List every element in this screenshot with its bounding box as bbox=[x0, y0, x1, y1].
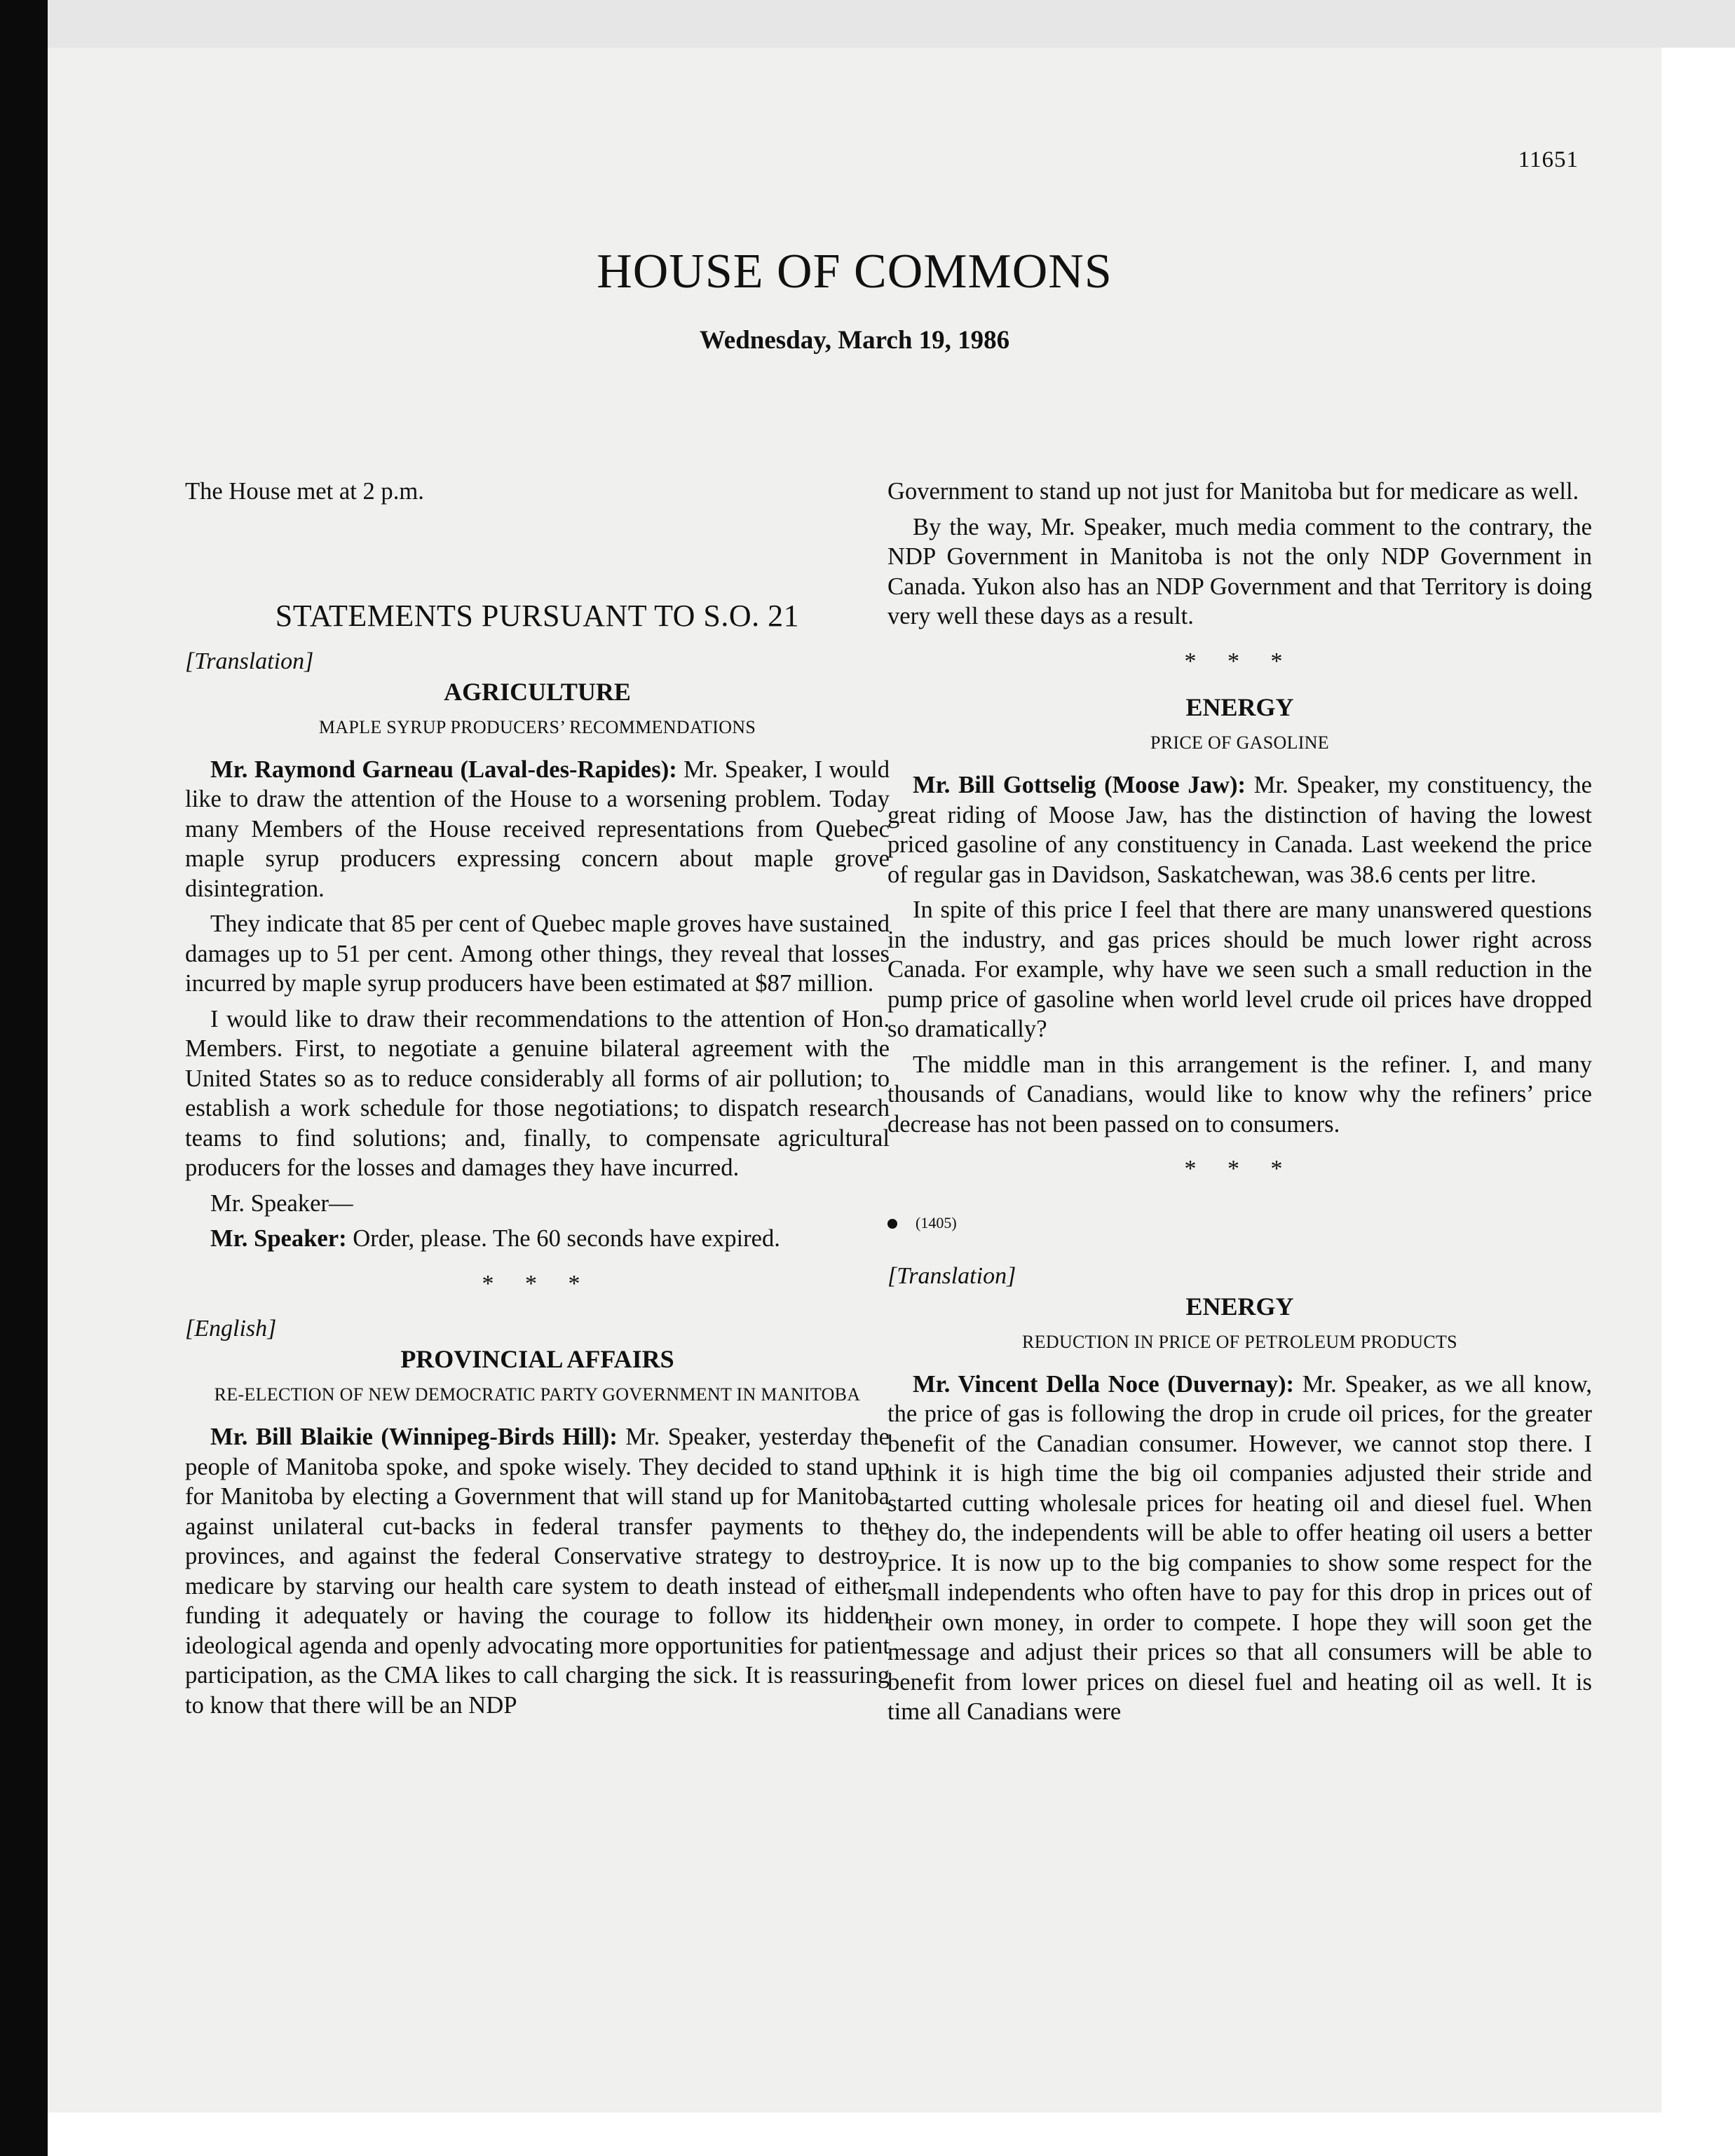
statement-paragraph bbox=[887, 1370, 1592, 1727]
rubric-energy: ENERGY bbox=[1185, 693, 1294, 721]
timestamp-marker bbox=[887, 1213, 1592, 1234]
subject-petroleum: REDUCTION IN PRICE OF PETROLEUM PRODUCTS bbox=[1022, 1331, 1457, 1352]
left-column bbox=[185, 477, 890, 1720]
statement-paragraph: The middle man in this arrangement is the refiner. I, and many thousands of Canadians, would like to know why the refiners’ price decrease has not been passed on to consumers. bbox=[887, 1051, 1592, 1138]
statement-text: Mr. Speaker, I would like to draw the attention of the House to a worsening problem. Today many Members of the House received representations from Quebec maple syrup producers expressing concern about maple grove disintegration. bbox=[185, 756, 890, 902]
page-title: HOUSE OF COMMONS bbox=[597, 245, 1113, 299]
statement-paragraph: They indicate that 85 per cent of Quebec maple groves have sustained damages up to 51 per cent. Among other things, they reveal that losses incurred by maple syrup producers have been estimated at $87 million. bbox=[185, 910, 890, 997]
rubric-provincial-affairs: PROVINCIAL AFFAIRS bbox=[400, 1345, 674, 1373]
sitting-date: Wednesday, March 19, 1986 bbox=[699, 326, 1010, 355]
timestamp: (1405) bbox=[916, 1213, 957, 1231]
subject-gasoline: PRICE OF GASOLINE bbox=[1150, 732, 1329, 753]
section-separator: * * * bbox=[482, 1270, 593, 1297]
statement-paragraph bbox=[185, 1224, 890, 1254]
language-tag: [Translation] bbox=[887, 1262, 1016, 1289]
speaker-name: Mr. Bill Gottselig (Moose Jaw): bbox=[913, 772, 1246, 798]
statement-paragraph: By the way, Mr. Speaker, much media comment to the contrary, the NDP Government in Manitoba is not the only NDP Government in Canada. Yukon also has an NDP Government and that Territory is doing very well these days as a result. bbox=[887, 513, 1592, 629]
statement-paragraph bbox=[887, 770, 1592, 889]
statement-paragraph bbox=[185, 755, 890, 904]
statement-paragraph: Government to stand up not just for Manitoba but for medicare as well. bbox=[887, 478, 1579, 505]
rubric-agriculture: AGRICULTURE bbox=[444, 677, 631, 706]
bullet-icon bbox=[887, 1219, 897, 1229]
statement-text: Mr. Speaker, as we all know, the price of gas is following the drop in crude oil prices, for the greater benefit of the Canadian consumer. However, we cannot stop there. I think it is high time the big oil companies adjusted their stride and started cutting wholesale prices for heating oil and diesel fuel. When they do, the independents will be able to offer heating oil users a better price. It is now up to the big companies to show some respect for the small independents who often have to pay for this drop in prices out of their own money, in order to compete. I hope they will soon get the message and adjust their prices so that all consumers will be able to benefit from lower prices on diesel fuel and heating oil as well. It is time all Canadians were bbox=[887, 1370, 1592, 1725]
page-number: 11651 bbox=[1518, 147, 1579, 172]
speaker-name: Mr. Vincent Della Noce (Duvernay): bbox=[913, 1370, 1295, 1398]
subject-manitoba: RE-ELECTION OF NEW DEMOCRATIC PARTY GOVERNMENT IN MANITOBA bbox=[214, 1384, 861, 1405]
section-title: STATEMENTS PURSUANT TO S.O. 21 bbox=[275, 598, 800, 633]
speaker-name: Mr. Bill Blaikie (Winnipeg-Birds Hill): bbox=[210, 1424, 618, 1450]
statement-paragraph: I would like to draw their recommendations to the attention of Hon. Members. First, to negotiate a genuine bilateral agreement with the United States so as to reduce considerably all forms of air pollution; to establish a work schedule for those negotiations; to dispatch research teams to find solutions; and, finally, to compensate agricultural producers for the losses and damages they have incurred. bbox=[185, 1005, 890, 1181]
language-tag: [English] bbox=[185, 1316, 277, 1342]
subject-maple-syrup: MAPLE SYRUP PRODUCERS’ RECOMMENDATIONS bbox=[318, 716, 756, 737]
opening-line: The House met at 2 p.m. bbox=[185, 478, 424, 505]
right-column bbox=[887, 477, 1592, 1727]
scan-top-edge bbox=[48, 0, 1735, 48]
speaker-name: Mr. Speaker: bbox=[210, 1225, 347, 1252]
statement-text: Mr. Speaker, my constituency, the great riding of Moose Jaw, has the distinction of having the lowest priced gasoline of any constituency in Canada. Last weekend the price of regular gas in Davidson, Saskatchewan, was 38.6 cents per litre. bbox=[887, 772, 1592, 888]
language-tag: [Translation] bbox=[185, 648, 314, 674]
statement-text: Mr. Speaker, yesterday the people of Manitoba spoke, and spoke wisely. They decided to stand up for Manitoba by electing a Government that will stand up for Manitoba against unilateral cut-backs in federal transfer payments to the provinces, and against the federal Conservative strategy to destroy medicare by starving our health care system to death instead of either funding it adequately or having the courage to follow its hidden ideological agenda and openly advocating more opportunities for patient participation, as the CMA likes to call charging the sick. It is reassuring to know that there will be an NDP bbox=[185, 1424, 890, 1719]
section-separator: * * * bbox=[1184, 1156, 1295, 1182]
statement-paragraph: Mr. Speaker— bbox=[210, 1189, 353, 1217]
statement-paragraph: In spite of this price I feel that there are many unanswered questions in the industry, and gas prices should be much lower right across Canada. For example, why have we seen such a small reduction in the pump price of gasoline when world level crude oil prices have dropped so dramatically? bbox=[887, 896, 1592, 1042]
rubric-energy: ENERGY bbox=[1185, 1292, 1294, 1321]
speaker-name: Mr. Raymond Garneau (Laval-des-Rapides): bbox=[210, 756, 677, 783]
hansard-page bbox=[48, 48, 1661, 2113]
statement-paragraph bbox=[185, 1422, 890, 1720]
statement-text: Order, please. The 60 seconds have expired. bbox=[353, 1225, 780, 1252]
scan-left-edge bbox=[0, 0, 48, 2156]
section-separator: * * * bbox=[1184, 648, 1295, 674]
